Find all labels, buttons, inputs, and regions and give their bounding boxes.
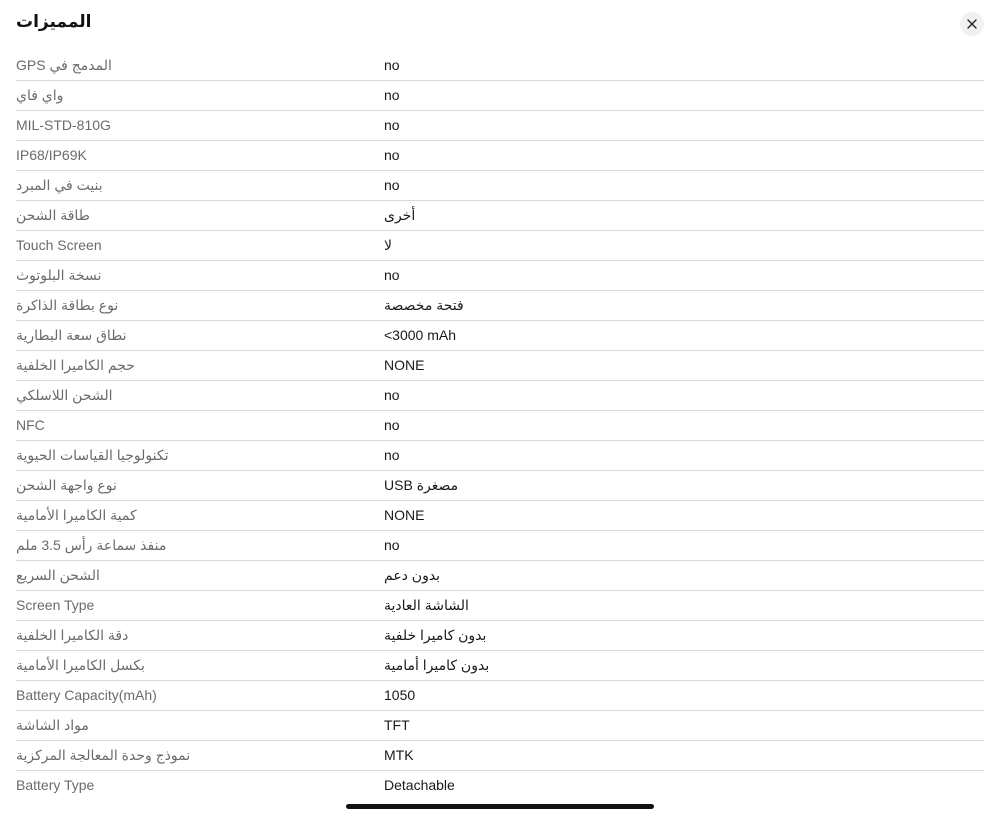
feature-value: MTK (384, 747, 414, 763)
feature-label: Battery Type (16, 777, 95, 793)
feature-label: بنيت في المبرد (16, 177, 103, 193)
feature-value: no (384, 417, 400, 433)
feature-label: الشحن السريع (16, 567, 100, 583)
feature-row (16, 501, 984, 531)
feature-value: no (384, 267, 400, 283)
feature-label: تكنولوجيا القياسات الحيوية (16, 447, 169, 463)
feature-row (16, 81, 984, 111)
feature-row (16, 681, 984, 711)
feature-value: no (384, 57, 400, 73)
feature-label: نطاق سعة البطارية (16, 327, 127, 343)
feature-value: فتحة مخصصة (384, 297, 464, 313)
feature-label: Battery Capacity(mAh) (16, 687, 157, 703)
feature-label: الشحن اللاسلكي (16, 387, 113, 403)
feature-row (16, 531, 984, 561)
close-button[interactable] (960, 12, 984, 36)
feature-label: منفذ سماعة رأس 3.5 ملم (16, 537, 167, 553)
feature-label: دقة الكاميرا الخلفية (16, 627, 129, 643)
feature-row (16, 741, 984, 771)
feature-label: طاقة الشحن (16, 207, 90, 223)
sheet-header (0, 0, 1000, 48)
feature-value: no (384, 87, 400, 103)
feature-row (16, 201, 984, 231)
feature-row (16, 711, 984, 741)
feature-row (16, 141, 984, 171)
home-indicator (346, 804, 654, 809)
feature-label: نموذج وحدة المعالجة المركزية (16, 747, 191, 763)
feature-row (16, 381, 984, 411)
feature-value: no (384, 537, 400, 553)
feature-label: Screen Type (16, 597, 95, 613)
feature-value: Detachable (384, 777, 455, 793)
feature-label: MIL-STD-810G (16, 117, 111, 133)
feature-row (16, 261, 984, 291)
feature-label: المدمج في GPS (16, 57, 112, 73)
feature-row (16, 291, 984, 321)
feature-value: no (384, 117, 400, 133)
feature-label: مواد الشاشة (16, 717, 89, 733)
feature-value: no (384, 147, 400, 163)
feature-row (16, 51, 984, 81)
feature-row (16, 441, 984, 471)
feature-value: no (384, 447, 400, 463)
feature-row (16, 771, 984, 800)
feature-value: بدون كاميرا أمامية (384, 657, 490, 673)
close-icon (967, 19, 977, 29)
feature-value: بدون كاميرا خلفية (384, 627, 487, 643)
feature-row (16, 471, 984, 501)
feature-label: IP68/IP69K (16, 147, 87, 163)
feature-value: no (384, 177, 400, 193)
features-list (16, 51, 984, 800)
feature-value: 1050 (384, 687, 416, 703)
feature-row (16, 411, 984, 441)
page-title: المميزات (16, 12, 92, 31)
feature-value: NONE (384, 507, 425, 523)
feature-value: NONE (384, 357, 425, 373)
feature-value: no (384, 387, 400, 403)
feature-label: Touch Screen (16, 237, 102, 253)
feature-value: USB مصغرة (384, 477, 459, 493)
feature-label: واي فاي (16, 87, 64, 103)
feature-label: نوع بطاقة الذاكرة (16, 297, 119, 313)
feature-label: نسخة البلوتوث (16, 267, 102, 283)
feature-row (16, 651, 984, 681)
feature-value: لا (384, 237, 392, 253)
feature-row (16, 561, 984, 591)
feature-row (16, 111, 984, 141)
feature-row (16, 351, 984, 381)
feature-row (16, 591, 984, 621)
feature-label: نوع واجهة الشحن (16, 477, 117, 493)
feature-row (16, 171, 984, 201)
feature-value: الشاشة العادية (384, 597, 469, 613)
feature-label: NFC (16, 417, 45, 433)
feature-row (16, 321, 984, 351)
feature-row (16, 231, 984, 261)
feature-value: بدون دعم (384, 567, 441, 583)
feature-value: <3000 mAh (384, 327, 456, 343)
feature-label: بكسل الكاميرا الأمامية (16, 657, 145, 673)
feature-label: كمية الكاميرا الأمامية (16, 507, 137, 523)
feature-value: أخرى (384, 207, 416, 223)
feature-label: حجم الكاميرا الخلفية (16, 357, 135, 373)
feature-row (16, 621, 984, 651)
feature-value: TFT (384, 717, 410, 733)
